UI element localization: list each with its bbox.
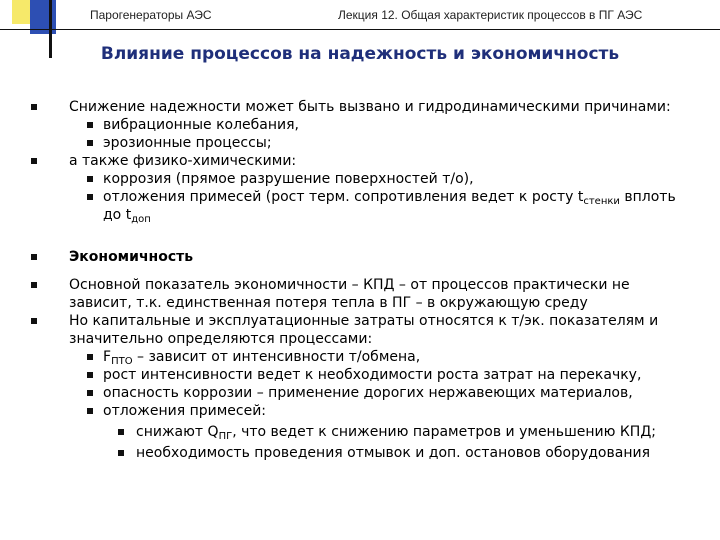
bullet-square-icon [87, 408, 93, 414]
bullet-square-icon [31, 104, 37, 110]
list-item [0, 134, 720, 152]
bullet-square-icon [87, 372, 93, 378]
header-lecture: Лекция 12. Общая характеристик процессов в ПГ АЭС [338, 8, 643, 22]
slide-title: Влияние процессов на надежность и экономичность [100, 44, 620, 64]
bullet-square-icon [31, 254, 37, 260]
list-item [0, 366, 720, 384]
hydro-item-vibration: вибрационные колебания, [103, 117, 299, 133]
chem-item-corrosion: коррозия (прямое разрушение поверхностей т/о), [103, 171, 474, 187]
reliability-intro: Снижение надежности может быть вызвано и гидродинамическими причинами: [69, 99, 671, 115]
header-rule [0, 29, 720, 30]
list-item [0, 348, 720, 366]
cost-item-deposits: отложения примесей: [103, 403, 267, 419]
hydro-item-erosion: эрозионные процессы; [103, 135, 272, 151]
list-item [0, 402, 720, 420]
list-item [0, 444, 720, 462]
deposit-effect-heat: снижают $Q_{ПГ}$, что ведет к снижению параметров и уменьшению КПД; [136, 424, 656, 442]
bullet-square-icon [31, 282, 37, 288]
list-item [0, 248, 720, 266]
slide-body [0, 98, 720, 462]
list-item [0, 98, 720, 116]
list-item [0, 384, 720, 402]
economy-efficiency: Основной показатель экономичности – КПД – от процессов практически не зависит, т.к. единственная потеря тепла в ПГ – в окружающую среду [69, 277, 630, 311]
list-item [0, 312, 720, 348]
cost-item-pumping: рост интенсивности ведет к необходимости роста затрат на перекачку, [103, 367, 642, 383]
list-item [0, 152, 720, 170]
chem-item-deposits: отложения примесей (рост терм. сопротивления ведет к росту $t_{стенки}$ вплоть до $t_{доп}$ [103, 189, 676, 225]
bullet-square-icon [87, 390, 93, 396]
economy-costs: Но капитальные и эксплуатационные затраты относятся к т/эк. показателям и значительно определяются процессами: [69, 313, 659, 347]
header-course: Парогенераторы АЭС [90, 8, 212, 22]
list-item [0, 170, 720, 188]
list-item [0, 116, 720, 134]
chem-intro: а также физико-химическими: [69, 153, 297, 169]
bullet-square-icon [31, 158, 37, 164]
list-item [0, 423, 720, 441]
cost-item-area: $F_{ПТО}$ – зависит от интенсивности т/обмена, [103, 349, 421, 367]
economy-heading: Экономичность [69, 249, 194, 265]
list-item [0, 188, 720, 224]
bullet-square-icon [87, 122, 93, 128]
cost-item-corrosion: опасность коррозии – применение дорогих нержавеющих материалов, [103, 385, 633, 401]
bullet-square-icon [118, 450, 124, 456]
deposit-effect-washing: необходимость проведения отмывок и доп. остановов оборудования [136, 445, 650, 461]
bullet-square-icon [87, 140, 93, 146]
list-item [0, 276, 720, 312]
bullet-square-icon [87, 176, 93, 182]
bullet-square-icon [87, 354, 93, 360]
bullet-square-icon [31, 318, 37, 324]
bullet-square-icon [87, 194, 93, 200]
bullet-square-icon [118, 429, 124, 435]
